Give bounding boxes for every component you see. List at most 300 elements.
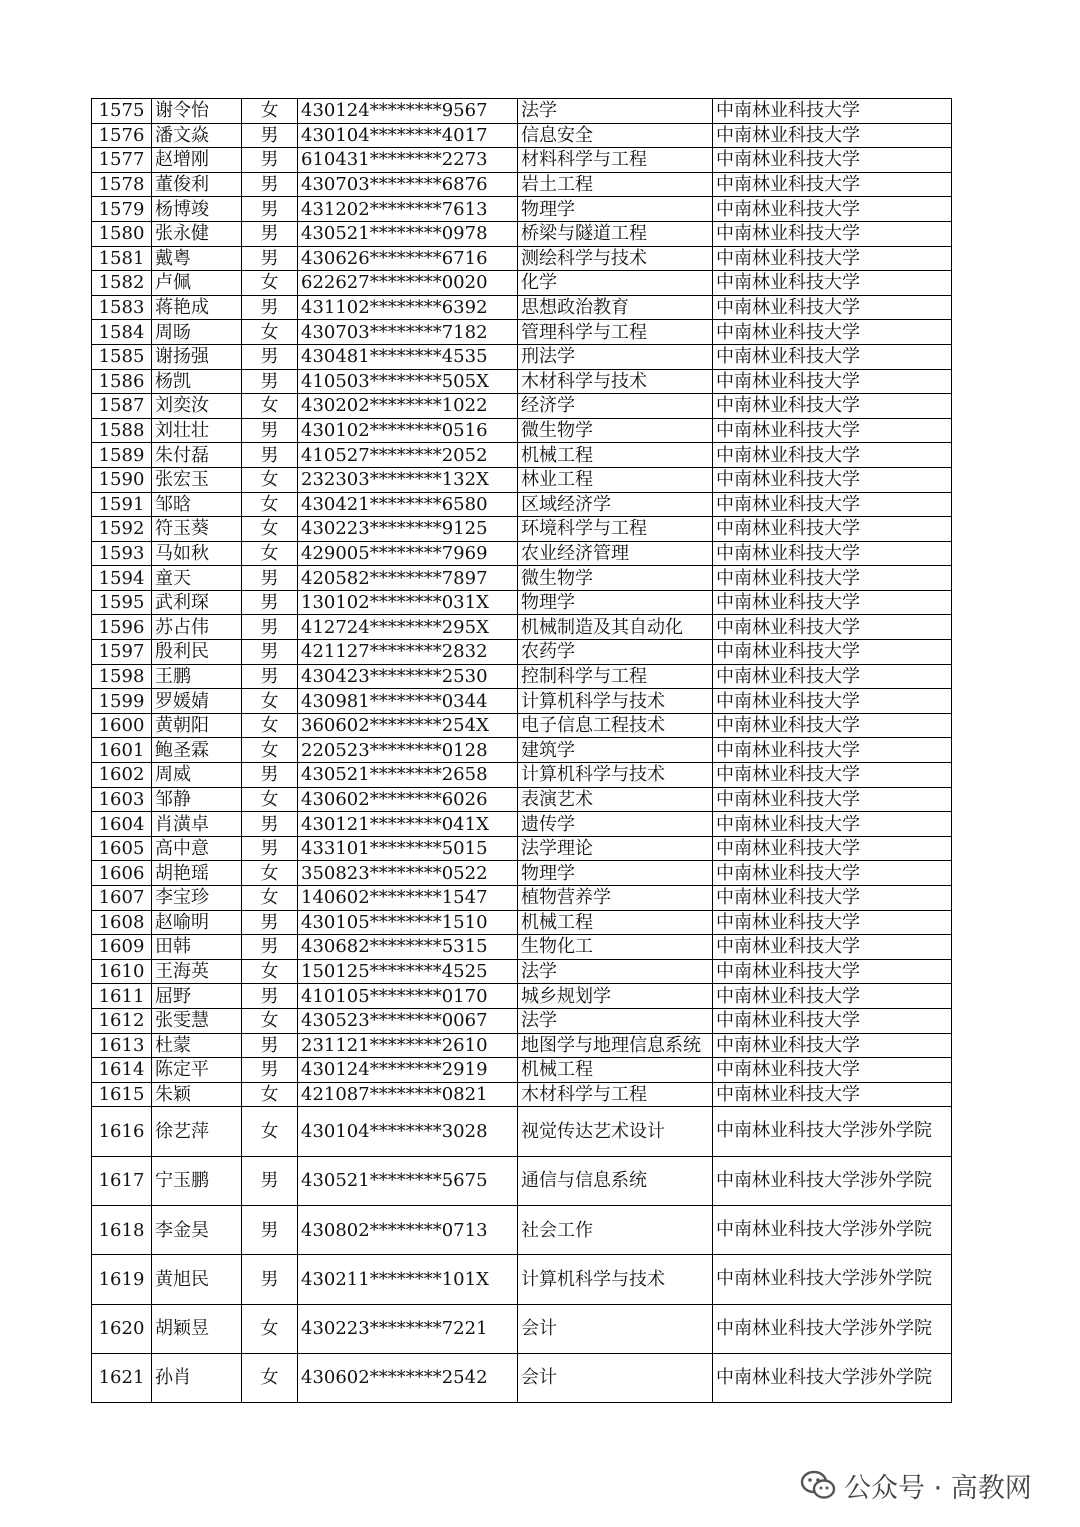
- cell-major: 会计: [518, 1304, 713, 1353]
- cell-name: 徐艺萍: [152, 1107, 242, 1156]
- watermark-text: 公众号 · 高教网: [844, 1472, 1032, 1504]
- cell-university: 中南林业科技大学涉外学院: [713, 1107, 952, 1156]
- cell-gender: 女: [242, 886, 298, 911]
- cell-id-number: 410527********2052: [298, 443, 518, 468]
- cell-gender: 男: [242, 418, 298, 443]
- cell-row-number: 1618: [92, 1205, 152, 1254]
- cell-university: 中南林业科技大学: [713, 541, 952, 566]
- cell-gender: 女: [242, 517, 298, 542]
- table-row: [92, 590, 952, 615]
- cell-gender: 男: [242, 590, 298, 615]
- cell-id-number: 430602********6026: [298, 787, 518, 812]
- table-row: [92, 787, 952, 812]
- cell-major: 植物营养学: [518, 886, 713, 911]
- cell-id-number: 430102********0516: [298, 418, 518, 443]
- cell-gender: 女: [242, 271, 298, 296]
- cell-major: 微生物学: [518, 566, 713, 591]
- wechat-icon: [800, 1469, 836, 1501]
- cell-row-number: 1579: [92, 197, 152, 222]
- cell-name: 赵喻明: [152, 910, 242, 935]
- cell-gender: 男: [242, 984, 298, 1009]
- cell-gender: 女: [242, 467, 298, 492]
- cell-row-number: 1586: [92, 369, 152, 394]
- table-row: [92, 861, 952, 886]
- cell-major: 区域经济学: [518, 492, 713, 517]
- cell-university: 中南林业科技大学: [713, 738, 952, 763]
- cell-major: 信息安全: [518, 123, 713, 148]
- cell-major: 材料科学与工程: [518, 148, 713, 173]
- cell-major: 法学: [518, 1008, 713, 1033]
- cell-id-number: 430104********4017: [298, 123, 518, 148]
- cell-gender: 男: [242, 148, 298, 173]
- cell-id-number: 410105********0170: [298, 984, 518, 1009]
- cell-gender: 女: [242, 394, 298, 419]
- cell-row-number: 1595: [92, 590, 152, 615]
- cell-row-number: 1580: [92, 221, 152, 246]
- cell-row-number: 1608: [92, 910, 152, 935]
- table-row: [92, 1008, 952, 1033]
- table-row: [92, 418, 952, 443]
- cell-id-number: 430521********2658: [298, 763, 518, 788]
- cell-row-number: 1581: [92, 246, 152, 271]
- cell-gender: 女: [242, 738, 298, 763]
- cell-name: 张雯慧: [152, 1008, 242, 1033]
- table-row: [92, 615, 952, 640]
- cell-university: 中南林业科技大学: [713, 443, 952, 468]
- table-row: [92, 886, 952, 911]
- cell-gender: 男: [242, 1058, 298, 1083]
- cell-gender: 男: [242, 640, 298, 665]
- cell-name: 谢令怡: [152, 99, 242, 124]
- cell-id-number: 360602********254X: [298, 713, 518, 738]
- table-row: [92, 1205, 952, 1254]
- cell-university: 中南林业科技大学: [713, 861, 952, 886]
- cell-name: 周旸: [152, 320, 242, 345]
- cell-row-number: 1613: [92, 1033, 152, 1058]
- cell-university: 中南林业科技大学: [713, 1058, 952, 1083]
- cell-name: 陈定平: [152, 1058, 242, 1083]
- cell-university: 中南林业科技大学: [713, 344, 952, 369]
- cell-id-number: 421087********0821: [298, 1082, 518, 1107]
- cell-name: 朱付磊: [152, 443, 242, 468]
- cell-row-number: 1621: [92, 1353, 152, 1402]
- cell-name: 谢扬强: [152, 344, 242, 369]
- cell-university: 中南林业科技大学: [713, 713, 952, 738]
- cell-row-number: 1610: [92, 959, 152, 984]
- table-row: [92, 763, 952, 788]
- cell-row-number: 1590: [92, 467, 152, 492]
- cell-name: 赵增刚: [152, 148, 242, 173]
- cell-row-number: 1612: [92, 1008, 152, 1033]
- cell-university: 中南林业科技大学: [713, 271, 952, 296]
- cell-university: 中南林业科技大学: [713, 689, 952, 714]
- cell-id-number: 430124********9567: [298, 99, 518, 124]
- cell-gender: 男: [242, 836, 298, 861]
- cell-university: 中南林业科技大学: [713, 123, 952, 148]
- cell-major: 社会工作: [518, 1205, 713, 1254]
- cell-row-number: 1601: [92, 738, 152, 763]
- cell-gender: 男: [242, 443, 298, 468]
- table-row: [92, 910, 952, 935]
- cell-major: 电子信息工程技术: [518, 713, 713, 738]
- cell-major: 生物化工: [518, 935, 713, 960]
- cell-name: 苏占伟: [152, 615, 242, 640]
- cell-name: 王海英: [152, 959, 242, 984]
- table-row: [92, 344, 952, 369]
- cell-university: 中南林业科技大学: [713, 172, 952, 197]
- cell-gender: 女: [242, 713, 298, 738]
- cell-id-number: 610431********2273: [298, 148, 518, 173]
- cell-university: 中南林业科技大学: [713, 394, 952, 419]
- cell-id-number: 433101********5015: [298, 836, 518, 861]
- table-body: [92, 99, 952, 1403]
- cell-row-number: 1614: [92, 1058, 152, 1083]
- cell-university: 中南林业科技大学: [713, 763, 952, 788]
- cell-id-number: 430481********4535: [298, 344, 518, 369]
- cell-id-number: 430802********0713: [298, 1205, 518, 1254]
- cell-id-number: 430223********9125: [298, 517, 518, 542]
- cell-row-number: 1587: [92, 394, 152, 419]
- cell-university: 中南林业科技大学涉外学院: [713, 1156, 952, 1205]
- cell-university: 中南林业科技大学: [713, 295, 952, 320]
- cell-major: 建筑学: [518, 738, 713, 763]
- table-row: [92, 935, 952, 960]
- cell-gender: 男: [242, 763, 298, 788]
- cell-name: 王鹏: [152, 664, 242, 689]
- cell-gender: 女: [242, 1353, 298, 1402]
- table-row: [92, 1304, 952, 1353]
- cell-name: 张永健: [152, 221, 242, 246]
- table-row: [92, 1033, 952, 1058]
- table-row: [92, 984, 952, 1009]
- cell-id-number: 430521********0978: [298, 221, 518, 246]
- cell-id-number: 430602********2542: [298, 1353, 518, 1402]
- cell-university: 中南林业科技大学: [713, 492, 952, 517]
- table-row: [92, 99, 952, 124]
- table-row: [92, 467, 952, 492]
- cell-id-number: 140602********1547: [298, 886, 518, 911]
- cell-name: 黄旭民: [152, 1255, 242, 1304]
- cell-id-number: 410503********505X: [298, 369, 518, 394]
- cell-university: 中南林业科技大学: [713, 640, 952, 665]
- cell-major: 通信与信息系统: [518, 1156, 713, 1205]
- cell-major: 物理学: [518, 861, 713, 886]
- cell-gender: 男: [242, 615, 298, 640]
- cell-id-number: 231121********2610: [298, 1033, 518, 1058]
- cell-university: 中南林业科技大学: [713, 590, 952, 615]
- cell-row-number: 1594: [92, 566, 152, 591]
- cell-major: 计算机科学与技术: [518, 763, 713, 788]
- cell-major: 机械工程: [518, 1058, 713, 1083]
- cell-row-number: 1606: [92, 861, 152, 886]
- cell-name: 周威: [152, 763, 242, 788]
- cell-name: 屈野: [152, 984, 242, 1009]
- cell-row-number: 1593: [92, 541, 152, 566]
- cell-major: 林业工程: [518, 467, 713, 492]
- table-row: [92, 517, 952, 542]
- cell-gender: 男: [242, 221, 298, 246]
- cell-row-number: 1597: [92, 640, 152, 665]
- cell-gender: 男: [242, 1205, 298, 1254]
- cell-gender: 男: [242, 664, 298, 689]
- cell-id-number: 430105********1510: [298, 910, 518, 935]
- table-row: [92, 320, 952, 345]
- cell-id-number: 430423********2530: [298, 664, 518, 689]
- cell-major: 刑法学: [518, 344, 713, 369]
- table-row: [92, 148, 952, 173]
- cell-name: 胡颖昱: [152, 1304, 242, 1353]
- cell-name: 潘文焱: [152, 123, 242, 148]
- cell-row-number: 1591: [92, 492, 152, 517]
- table-row: [92, 1255, 952, 1304]
- table-row: [92, 246, 952, 271]
- cell-name: 卢佩: [152, 271, 242, 296]
- table-row: [92, 1107, 952, 1156]
- cell-major: 化学: [518, 271, 713, 296]
- cell-row-number: 1620: [92, 1304, 152, 1353]
- cell-university: 中南林业科技大学: [713, 886, 952, 911]
- cell-id-number: 350823********0522: [298, 861, 518, 886]
- cell-name: 朱颖: [152, 1082, 242, 1107]
- cell-gender: 女: [242, 492, 298, 517]
- table-row: [92, 1156, 952, 1205]
- cell-university: 中南林业科技大学: [713, 99, 952, 124]
- cell-university: 中南林业科技大学: [713, 369, 952, 394]
- cell-major: 计算机科学与技术: [518, 1255, 713, 1304]
- cell-name: 童天: [152, 566, 242, 591]
- cell-major: 管理科学与工程: [518, 320, 713, 345]
- table-row: [92, 541, 952, 566]
- cell-university: 中南林业科技大学: [713, 467, 952, 492]
- cell-gender: 女: [242, 1008, 298, 1033]
- cell-gender: 女: [242, 959, 298, 984]
- cell-major: 城乡规划学: [518, 984, 713, 1009]
- cell-gender: 女: [242, 1304, 298, 1353]
- table-row: [92, 566, 952, 591]
- cell-gender: 男: [242, 123, 298, 148]
- cell-row-number: 1602: [92, 763, 152, 788]
- cell-name: 符玉葵: [152, 517, 242, 542]
- cell-gender: 男: [242, 910, 298, 935]
- table-row: [92, 713, 952, 738]
- cell-major: 机械工程: [518, 443, 713, 468]
- cell-gender: 男: [242, 344, 298, 369]
- cell-gender: 女: [242, 1107, 298, 1156]
- cell-name: 马如秋: [152, 541, 242, 566]
- table-row: [92, 1058, 952, 1083]
- cell-university: 中南林业科技大学涉外学院: [713, 1304, 952, 1353]
- cell-major: 农药学: [518, 640, 713, 665]
- table-row: [92, 172, 952, 197]
- cell-university: 中南林业科技大学: [713, 517, 952, 542]
- cell-name: 田韩: [152, 935, 242, 960]
- cell-id-number: 232303********132X: [298, 467, 518, 492]
- cell-id-number: 430703********7182: [298, 320, 518, 345]
- cell-row-number: 1616: [92, 1107, 152, 1156]
- cell-row-number: 1605: [92, 836, 152, 861]
- cell-university: 中南林业科技大学: [713, 664, 952, 689]
- table-row: [92, 738, 952, 763]
- cell-row-number: 1599: [92, 689, 152, 714]
- cell-name: 鲍圣霖: [152, 738, 242, 763]
- cell-name: 李金昊: [152, 1205, 242, 1254]
- cell-name: 武利琛: [152, 590, 242, 615]
- cell-row-number: 1584: [92, 320, 152, 345]
- admission-list-table: [91, 98, 952, 1403]
- cell-name: 蒋艳成: [152, 295, 242, 320]
- cell-university: 中南林业科技大学: [713, 1008, 952, 1033]
- cell-university: 中南林业科技大学涉外学院: [713, 1353, 952, 1402]
- cell-id-number: 430211********101X: [298, 1255, 518, 1304]
- table-row: [92, 640, 952, 665]
- cell-university: 中南林业科技大学: [713, 836, 952, 861]
- cell-university: 中南林业科技大学: [713, 935, 952, 960]
- cell-row-number: 1596: [92, 615, 152, 640]
- cell-gender: 男: [242, 295, 298, 320]
- table-row: [92, 443, 952, 468]
- cell-major: 桥梁与隧道工程: [518, 221, 713, 246]
- cell-gender: 女: [242, 787, 298, 812]
- cell-gender: 男: [242, 935, 298, 960]
- table-row: [92, 492, 952, 517]
- cell-id-number: 430521********5675: [298, 1156, 518, 1205]
- cell-row-number: 1619: [92, 1255, 152, 1304]
- cell-major: 机械制造及其自动化: [518, 615, 713, 640]
- table-row: [92, 1353, 952, 1402]
- cell-name: 李宝珍: [152, 886, 242, 911]
- cell-id-number: 431202********7613: [298, 197, 518, 222]
- cell-row-number: 1592: [92, 517, 152, 542]
- table-row: [92, 295, 952, 320]
- cell-major: 测绘科学与技术: [518, 246, 713, 271]
- cell-university: 中南林业科技大学: [713, 959, 952, 984]
- table-row: [92, 221, 952, 246]
- cell-row-number: 1611: [92, 984, 152, 1009]
- cell-university: 中南林业科技大学: [713, 812, 952, 837]
- cell-major: 法学理论: [518, 836, 713, 861]
- cell-gender: 男: [242, 812, 298, 837]
- table-row: [92, 123, 952, 148]
- cell-row-number: 1598: [92, 664, 152, 689]
- cell-id-number: 430523********0067: [298, 1008, 518, 1033]
- table-row: [92, 664, 952, 689]
- cell-gender: 女: [242, 541, 298, 566]
- cell-major: 控制科学与工程: [518, 664, 713, 689]
- cell-major: 木材科学与技术: [518, 369, 713, 394]
- cell-gender: 女: [242, 689, 298, 714]
- table-row: [92, 959, 952, 984]
- cell-major: 表演艺术: [518, 787, 713, 812]
- cell-gender: 女: [242, 320, 298, 345]
- cell-gender: 男: [242, 369, 298, 394]
- cell-major: 法学: [518, 99, 713, 124]
- cell-id-number: 431102********6392: [298, 295, 518, 320]
- cell-row-number: 1575: [92, 99, 152, 124]
- cell-major: 计算机科学与技术: [518, 689, 713, 714]
- cell-name: 孙肖: [152, 1353, 242, 1402]
- cell-university: 中南林业科技大学: [713, 615, 952, 640]
- cell-gender: 男: [242, 566, 298, 591]
- cell-row-number: 1600: [92, 713, 152, 738]
- cell-gender: 男: [242, 172, 298, 197]
- cell-major: 物理学: [518, 197, 713, 222]
- table-row: [92, 812, 952, 837]
- cell-name: 邹晗: [152, 492, 242, 517]
- cell-id-number: 430121********041X: [298, 812, 518, 837]
- cell-id-number: 412724********295X: [298, 615, 518, 640]
- cell-university: 中南林业科技大学: [713, 910, 952, 935]
- cell-row-number: 1576: [92, 123, 152, 148]
- cell-university: 中南林业科技大学: [713, 246, 952, 271]
- cell-university: 中南林业科技大学: [713, 320, 952, 345]
- cell-name: 董俊利: [152, 172, 242, 197]
- watermark: [800, 1465, 1032, 1505]
- table-row: [92, 271, 952, 296]
- cell-major: 思想政治教育: [518, 295, 713, 320]
- cell-row-number: 1577: [92, 148, 152, 173]
- cell-id-number: 420582********7897: [298, 566, 518, 591]
- cell-name: 刘奕汝: [152, 394, 242, 419]
- cell-name: 宁玉鹏: [152, 1156, 242, 1205]
- cell-name: 张宏玉: [152, 467, 242, 492]
- cell-name: 高中意: [152, 836, 242, 861]
- cell-row-number: 1583: [92, 295, 152, 320]
- table-row: [92, 1082, 952, 1107]
- cell-gender: 女: [242, 861, 298, 886]
- cell-name: 戴粤: [152, 246, 242, 271]
- cell-id-number: 429005********7969: [298, 541, 518, 566]
- cell-id-number: 430682********5315: [298, 935, 518, 960]
- cell-name: 杨博竣: [152, 197, 242, 222]
- cell-id-number: 430626********6716: [298, 246, 518, 271]
- cell-major: 物理学: [518, 590, 713, 615]
- cell-university: 中南林业科技大学: [713, 197, 952, 222]
- cell-row-number: 1604: [92, 812, 152, 837]
- cell-name: 胡艳瑶: [152, 861, 242, 886]
- cell-name: 刘壮壮: [152, 418, 242, 443]
- cell-university: 中南林业科技大学: [713, 221, 952, 246]
- cell-id-number: 130102********031X: [298, 590, 518, 615]
- cell-id-number: 430202********1022: [298, 394, 518, 419]
- cell-major: 农业经济管理: [518, 541, 713, 566]
- cell-row-number: 1585: [92, 344, 152, 369]
- cell-name: 杨凯: [152, 369, 242, 394]
- cell-university: 中南林业科技大学涉外学院: [713, 1255, 952, 1304]
- cell-major: 经济学: [518, 394, 713, 419]
- cell-name: 肖潢卓: [152, 812, 242, 837]
- cell-gender: 女: [242, 1082, 298, 1107]
- cell-row-number: 1607: [92, 886, 152, 911]
- cell-gender: 男: [242, 1255, 298, 1304]
- cell-id-number: 430124********2919: [298, 1058, 518, 1083]
- cell-university: 中南林业科技大学: [713, 984, 952, 1009]
- cell-major: 会计: [518, 1353, 713, 1402]
- cell-name: 邹静: [152, 787, 242, 812]
- cell-major: 法学: [518, 959, 713, 984]
- cell-major: 遗传学: [518, 812, 713, 837]
- cell-name: 杜蒙: [152, 1033, 242, 1058]
- cell-gender: 男: [242, 1033, 298, 1058]
- cell-university: 中南林业科技大学: [713, 1082, 952, 1107]
- cell-id-number: 622627********0020: [298, 271, 518, 296]
- cell-university: 中南林业科技大学: [713, 418, 952, 443]
- cell-row-number: 1578: [92, 172, 152, 197]
- cell-id-number: 430981********0344: [298, 689, 518, 714]
- table-row: [92, 197, 952, 222]
- cell-gender: 男: [242, 1156, 298, 1205]
- table-row: [92, 369, 952, 394]
- cell-major: 机械工程: [518, 910, 713, 935]
